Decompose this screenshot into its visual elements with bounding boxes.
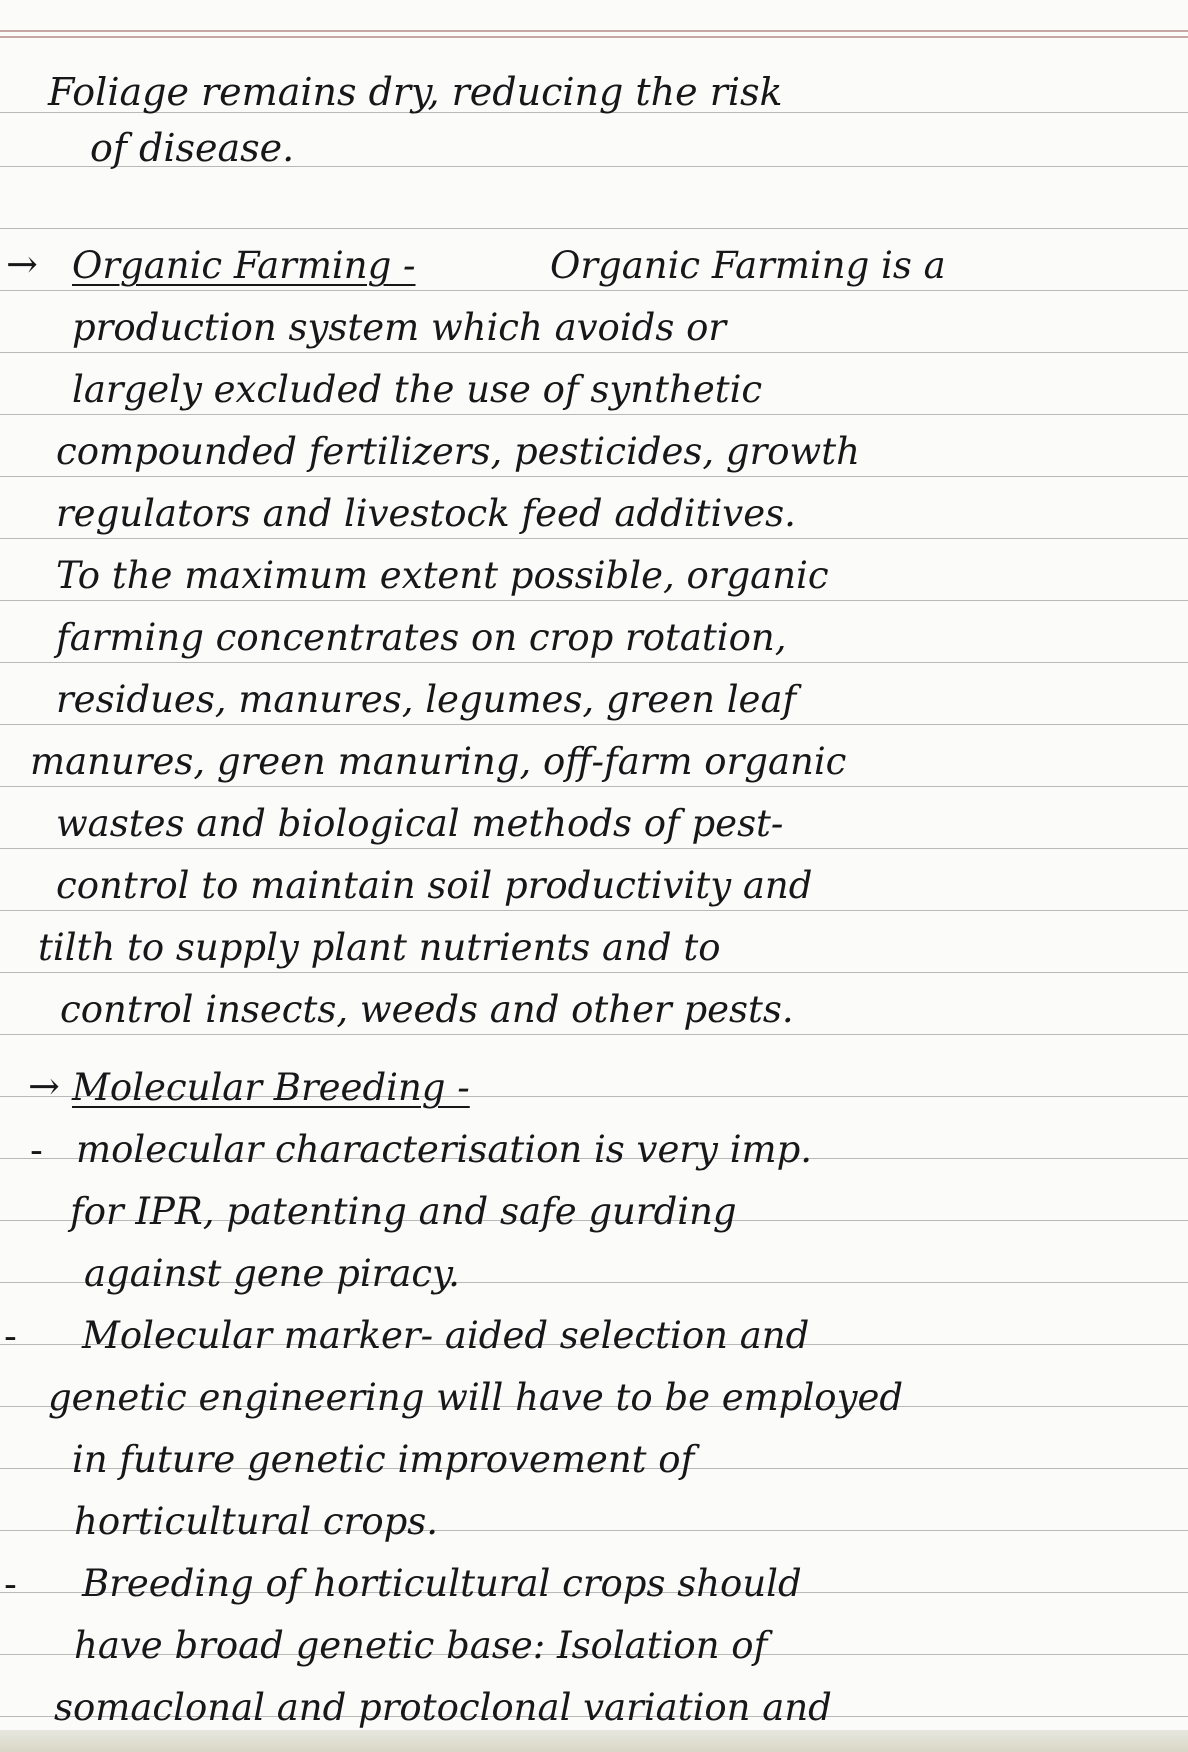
ruled-line xyxy=(0,538,1188,539)
text-line: in future genetic improvement of xyxy=(72,1438,695,1481)
ruled-line xyxy=(0,662,1188,663)
text-line: control insects, weeds and other pests. xyxy=(60,988,794,1031)
text-line: for IPR, patenting and safe gurding xyxy=(70,1190,737,1233)
text-line: tilth to supply plant nutrients and to xyxy=(38,926,721,969)
top-margin-line xyxy=(0,30,1188,32)
text-line: have broad genetic base: Isolation of xyxy=(74,1624,768,1667)
section-heading: Molecular Breeding - xyxy=(72,1066,470,1109)
text-line: genetic engineering will have to be employed xyxy=(48,1376,904,1419)
ruled-line xyxy=(0,1034,1188,1035)
ruled-line xyxy=(0,972,1188,973)
text-line: manures, green manuring, off-farm organic xyxy=(30,740,847,783)
ruled-line xyxy=(0,848,1188,849)
text-line: largely excluded the use of synthetic xyxy=(72,368,763,411)
ruled-line xyxy=(0,476,1188,477)
text-line: of disease. xyxy=(90,126,295,170)
text-line: compounded fertilizers, pesticides, growth xyxy=(56,430,860,473)
arrow-icon: → xyxy=(28,1064,60,1108)
text-line: horticultural crops. xyxy=(74,1500,439,1543)
text-line: farming concentrates on crop rotation, xyxy=(56,616,787,659)
text-line: against gene piracy. xyxy=(84,1252,460,1295)
text-line: Foliage remains dry, reducing the risk xyxy=(48,70,783,114)
text-line: wastes and biological methods of pest- xyxy=(56,802,784,845)
ruled-line xyxy=(0,228,1188,229)
ruled-line xyxy=(0,414,1188,415)
ruled-line xyxy=(0,290,1188,291)
text-line: somaclonal and protoclonal variation and xyxy=(54,1686,832,1729)
text-line: control to maintain soil productivity and xyxy=(56,864,813,907)
text-line: regulators and livestock feed additives. xyxy=(56,492,796,535)
ruled-line xyxy=(0,724,1188,725)
text-line: To the maximum extent possible, organic xyxy=(56,554,829,597)
arrow-icon: → xyxy=(6,242,38,286)
text-line: Molecular marker- aided selection and xyxy=(82,1314,810,1357)
dash-marker: - xyxy=(30,1128,43,1172)
text-line: residues, manures, legumes, green leaf xyxy=(56,678,797,721)
dash-marker: - xyxy=(4,1562,17,1606)
text-line: production system which avoids or xyxy=(72,306,727,349)
ruled-line xyxy=(0,786,1188,787)
page-edge-shadow xyxy=(0,1730,1188,1752)
text-line: Breeding of horticultural crops should xyxy=(82,1562,802,1605)
ruled-line xyxy=(0,352,1188,353)
ruled-line xyxy=(0,910,1188,911)
section-heading: Organic Farming - xyxy=(72,244,416,287)
text-line: molecular characterisation is very imp. xyxy=(76,1128,813,1171)
top-margin-line xyxy=(0,36,1188,38)
ruled-line xyxy=(0,600,1188,601)
text-line: Organic Farming is a xyxy=(550,244,946,287)
dash-marker: - xyxy=(4,1314,17,1358)
